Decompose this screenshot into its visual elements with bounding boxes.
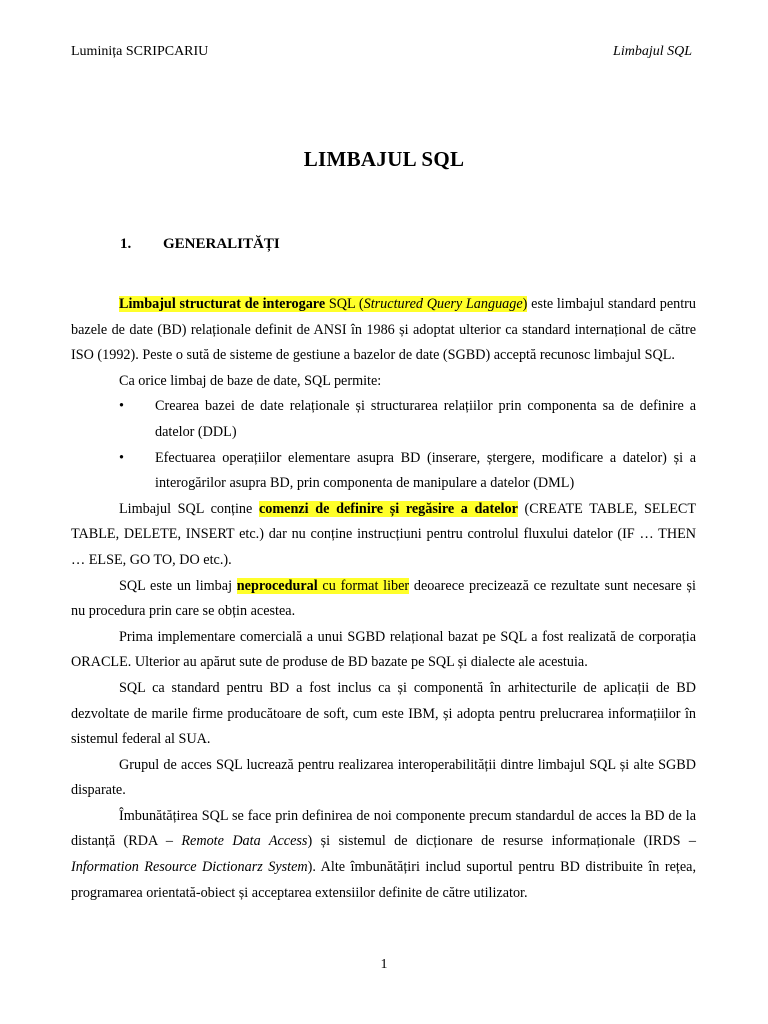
list-item: • Crearea bazei de date relaționale și structurarea relațiilor prin componenta sa de definire a datelor (DDL)	[71, 394, 696, 445]
highlight-italic: Structured Query Language	[363, 296, 523, 312]
body-text	[71, 292, 696, 906]
page-title: LIMBAJUL SQL	[303, 147, 465, 171]
paragraph-2: Ca orice limbaj de baze de date, SQL permite:	[119, 372, 382, 389]
paragraph-7: Grupul de acces SQL lucrează pentru realizarea interoperabilității dintre limbajul SQL și alte SGBD disparate.	[71, 756, 696, 799]
paragraph-4: SQL este un limbaj neprocedural cu format liber deoarece precizează ce rezultate sunt necesare și nu procedura prin care se obțin acestea.	[71, 577, 696, 620]
section-heading	[120, 236, 280, 253]
highlight-sql: SQL (	[325, 296, 364, 312]
paragraph-5: Prima implementare comercială a unui SGBD relațional bazat pe SQL a fost realizată de corporația ORACLE. Ulterior au apărut sute de produse de BD bazate pe SQL și dialecte ale acestuia.	[71, 628, 696, 671]
paragraph-8: Îmbunătățirea SQL se face prin definirea de noi componente precum standardul de acces la BD de la distanță (RDA – Remote Data Access) și sistemul de dicționare de resurse informaționale (IRDS – Information Resource Dictionarz System). Alte îmbunătățiri includ suportul pentru BD distribuite în rețea, programarea orientată-obiect și acceptarea extensiilor definite de către utilizator.	[71, 807, 696, 901]
bullet-icon: •	[119, 398, 124, 415]
paragraph-1-text: este limbajul standard pentru bazele de date (BD) relaționale definit de ANSI în 1986 și adoptat ulterior ca standard internațional de către ISO (1992). Peste o sută de sisteme de gestiune a bazelor de date (SGBD) acceptă recunosc limbajul SQL.	[71, 296, 696, 364]
bullet-icon: •	[119, 449, 124, 466]
section-title: GENERALITĂȚI	[163, 236, 280, 252]
paragraph-6: SQL ca standard pentru BD a fost inclus ca și componentă în arhitecturile de aplicații de BD dezvoltate de marile firme producătoare de soft, cum este IBM, și adopta pentru prelucrarea informațiilor în sistemul federal al SUA.	[71, 679, 696, 748]
highlight-term: Limbajul structurat de interogare	[119, 296, 326, 312]
highlight-close: )	[522, 296, 528, 312]
header-author: Luminița SCRIPCARIU	[71, 44, 209, 59]
paragraph-3: Limbajul SQL conține comenzi de definire și regăsire a datelor (CREATE TABLE, SELECT TABLE, DELETE, INSERT etc.) dar nu conține instrucțiuni pentru controlul fluxului datelor (IF … THEN … ELSE, GO TO, DO etc.).	[71, 500, 696, 568]
list-item: • Efectuarea operațiilor elementare asupra BD (inserare, ștergere, modificare a datelor) și a interogărilor asupra BD, prin componenta de manipulare a datelor (DML)	[71, 446, 696, 497]
section-number: 1.	[120, 236, 132, 252]
highlight-commands: comenzi de definire și regăsire a datelor	[258, 500, 518, 517]
highlight-format: cu format liber	[317, 577, 410, 594]
header-doc-title: Limbajul SQL	[613, 44, 692, 59]
highlight-neprocedural: neprocedural	[236, 577, 318, 594]
bullet-list	[71, 394, 696, 496]
page-header	[71, 44, 692, 64]
page-number: 1	[380, 957, 388, 972]
paragraph-1	[71, 292, 696, 369]
